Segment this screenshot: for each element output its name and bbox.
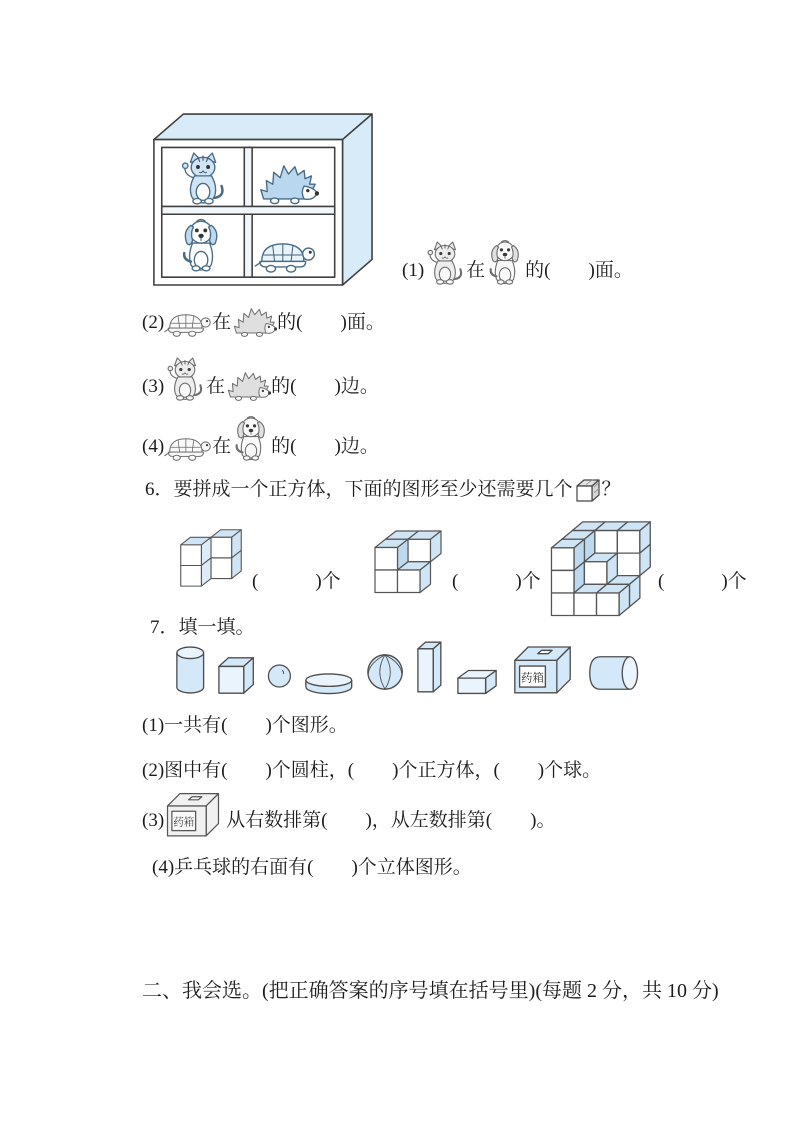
item-number: (2) <box>142 312 165 334</box>
question-6-stem <box>145 474 621 501</box>
item-number: (4) <box>142 436 165 458</box>
question-7-title: 填一填。 <box>178 617 255 638</box>
question-6-number: 6． <box>145 479 174 500</box>
cylinder-lying-shape <box>585 653 644 693</box>
cat-icon <box>424 240 466 286</box>
item-text: 在 <box>466 260 486 282</box>
dog-icon <box>231 414 271 462</box>
question-5-item-2 <box>142 305 385 338</box>
question-6-blank-1: ( )个 <box>252 571 341 592</box>
dog-icon <box>485 238 525 286</box>
ball-shape <box>365 651 405 693</box>
question-7-shapes-row <box>174 638 644 696</box>
question-7-sub-4 <box>152 852 472 879</box>
question-5-item-4 <box>142 414 379 462</box>
question-7-number: 7． <box>150 617 179 638</box>
cylinder-standing-shape <box>174 644 206 696</box>
cabinet-drawing <box>148 110 374 292</box>
cabinet-side-face <box>343 114 372 285</box>
question-7-sub-2 <box>142 755 601 782</box>
item-blank-text: 的( )面。 <box>525 260 633 282</box>
sub4-text: (4)乒乓球的右面有( )个立体图形。 <box>152 857 472 878</box>
medicine-box-icon <box>164 788 222 838</box>
item-number: (3) <box>142 376 165 398</box>
hedgehog-icon <box>231 305 277 338</box>
item-text: 在 <box>212 312 232 334</box>
section-2-heading <box>142 974 719 1003</box>
tall-cuboid-shape <box>416 638 445 696</box>
sub1-text: (1)一共有( )个图形。 <box>142 715 348 736</box>
small-cuboid-shape <box>456 666 500 696</box>
question-7-sub-3 <box>142 788 555 836</box>
turtle-icon <box>164 307 212 338</box>
cube-figure-3 <box>548 508 652 619</box>
item-blank-text: 的( )边。 <box>271 376 379 398</box>
cat-icon <box>164 356 206 402</box>
item-text: 在 <box>212 436 232 458</box>
small-ball-shape <box>267 663 292 689</box>
item-number: (1) <box>402 260 425 282</box>
cabinet-top-face <box>154 114 372 140</box>
question-6-blank-3: ( )个 <box>658 571 747 592</box>
flat-cylinder-shape <box>303 672 355 696</box>
sub3-number: (3) <box>142 810 165 832</box>
question-5-item-3 <box>142 356 379 402</box>
section-2-heading-text: 二、我会选。(把正确答案的序号填在括号里)(每题 2 分，共 10 分) <box>142 980 719 1002</box>
item-blank-text: 的( )边。 <box>271 436 379 458</box>
cube-figure-2 <box>372 528 444 597</box>
question-5-item-1 <box>402 238 633 286</box>
medicine-box-shape <box>511 640 574 696</box>
sub3-text: 从右数排第( )，从左数排第( )。 <box>226 810 556 832</box>
question-6-blank-2: ( )个 <box>452 571 541 592</box>
question-6-tail: ？ <box>601 479 621 500</box>
animal-cabinet-figure <box>148 110 374 292</box>
turtle-icon <box>164 431 212 462</box>
cube-figure-1 <box>178 524 244 596</box>
item-text: 在 <box>206 376 226 398</box>
question-6-text: 要拼成一个正方体，下面的图形至少还需要几个 <box>173 479 573 500</box>
cube-shape <box>217 654 255 696</box>
sub2-text: (2)图中有( )个圆柱，( )个正方体，( )个球。 <box>142 760 602 781</box>
question-7-sub-1 <box>142 710 348 737</box>
item-blank-text: 的( )面。 <box>277 312 385 334</box>
question-6-figures-row <box>178 512 748 604</box>
unit-cube-icon <box>574 478 601 503</box>
question-7-stem <box>150 612 255 639</box>
hedgehog-icon <box>225 369 271 402</box>
